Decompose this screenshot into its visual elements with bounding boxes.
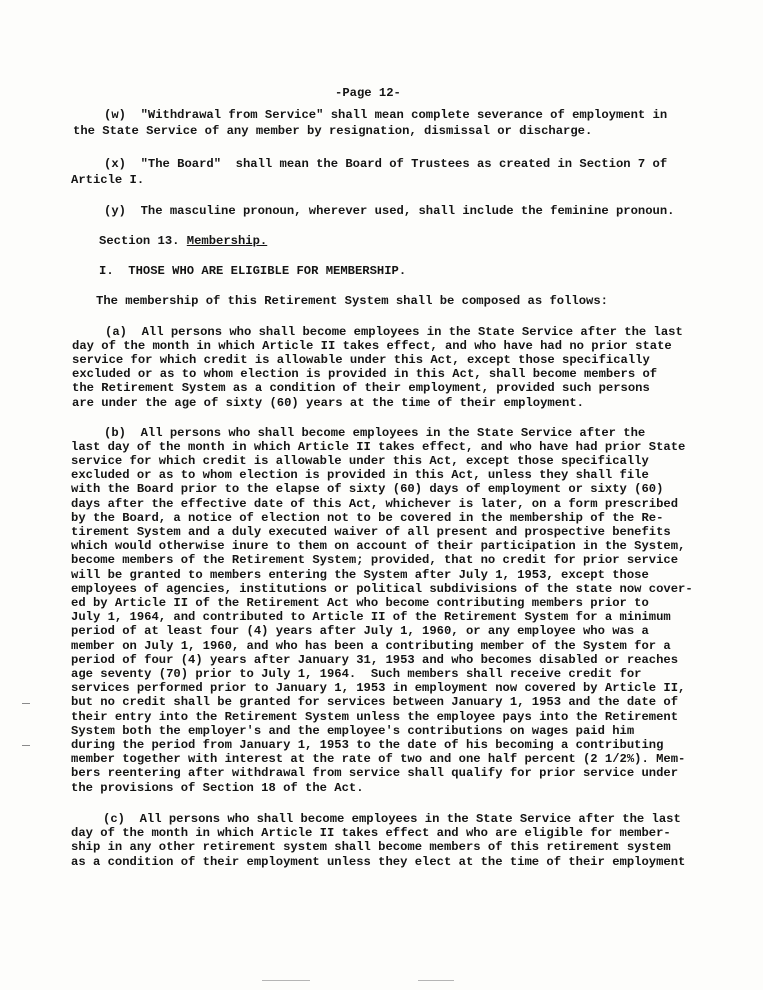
para-a-line: excluded or as to whom election is provided in this Act, shall become members of — [72, 367, 658, 381]
para-b-line: service for which credit is allowable under this Act, except those specifically — [71, 454, 649, 468]
scan-margin-mark — [22, 703, 30, 704]
subheading: I. THOSE WHO ARE ELIGIBLE FOR MEMBERSHIP. — [99, 264, 407, 278]
para-a-line: service for which credit is allowable under this Act, except those specifically — [72, 353, 650, 367]
para-b-line: (b) All persons who shall become employees in the State Service after the — [104, 426, 646, 440]
para-b-line: with the Board prior to the elapse of sixty (60) days of employment or sixty (60) — [71, 482, 664, 496]
para-b-line: but no credit shall be granted for services between January 1, 1953 and the date of — [71, 695, 679, 709]
scan-margin-mark — [22, 745, 30, 746]
para-a-line: are under the age of sixty (60) years at the time of their employment. — [72, 396, 584, 410]
para-b-line: will be granted to members entering the System after July 1, 1953, except those — [71, 568, 649, 582]
para-b-line: last day of the month in which Article II takes effect, and who have had prior State — [71, 440, 686, 454]
intro-text: The membership of this Retirement System shall be composed as follows: — [96, 294, 608, 308]
para-b-line: member together with interest at the rate of two and one half percent (2 1/2%). Mem- — [71, 752, 686, 766]
para-b-line: become members of the Retirement System; provided, that no credit for prior service — [71, 553, 679, 567]
para-b-line: period of four (4) years after January 31, 1953 and who becomes disabled or reaches — [71, 653, 679, 667]
para-w-line: the State Service of any member by resignation, dismissal or discharge. — [73, 124, 593, 138]
para-b-line: during the period from January 1, 1953 to the date of his becoming a contributing — [71, 738, 664, 752]
section-heading — [99, 234, 267, 249]
scan-speck — [262, 980, 310, 981]
para-x-line: (x) "The Board" shall mean the Board of Trustees as created in Section 7 of — [104, 157, 668, 171]
section-title: Membership. — [186, 234, 268, 248]
para-a-line: the Retirement System as a condition of their employment, provided such persons — [72, 381, 650, 395]
para-b-line: tirement System and a duly executed waiver of all present and prospective benefits — [71, 525, 671, 539]
para-c-line: as a condition of their employment unless they elect at the time of their employment — [71, 855, 686, 869]
para-b-line: age seventy (70) prior to July 1, 1964. Such members shall receive credit for — [71, 667, 642, 681]
para-b-line: days after the effective date of this Act, whichever is later, on a form prescribed — [71, 497, 679, 511]
para-b-line: employees of agencies, institutions or political subdivisions of the state now cover- — [71, 582, 693, 596]
para-c-line: day of the month in which Article II takes effect and who are eligible for member- — [71, 826, 671, 840]
para-w-line: (w) "Withdrawal from Service" shall mean complete severance of employment in — [104, 108, 668, 122]
para-b-line: by the Board, a notice of election not to be covered in the membership of the Re- — [71, 511, 664, 525]
para-y-line: (y) The masculine pronoun, wherever used, shall include the feminine pronoun. — [104, 204, 675, 218]
para-b-line: period of at least four (4) years after July 1, 1960, or any employee who was a — [71, 624, 649, 638]
para-b-line: excluded or as to whom election is provided in this Act, unless they shall file — [71, 468, 649, 482]
para-x-line: Article I. — [71, 173, 145, 187]
para-b-line: bers reentering after withdrawal from service shall qualify for prior service under — [71, 766, 679, 780]
page-number: -Page 12- — [335, 86, 401, 100]
para-b-line: their entry into the Retirement System unless the employee pays into the Retirement — [71, 710, 679, 724]
section-label: Section 13. — [99, 234, 180, 248]
para-b-line: System both the employer's and the employee's contributions on wages paid him — [71, 724, 635, 738]
para-b-line: the provisions of Section 18 of the Act. — [71, 781, 364, 795]
para-b-line: services performed prior to January 1, 1953 in employment now covered by Article II, — [71, 681, 686, 695]
para-c-line: ship in any other retirement system shall become members of this retirement system — [71, 840, 671, 854]
para-c-line: (c) All persons who shall become employees in the State Service after the last — [103, 812, 681, 826]
para-b-line: member on July 1, 1960, and who has been a contributing member of the System for a — [71, 639, 671, 653]
para-b-line: ed by Article II of the Retirement Act who become contributing members prior to — [71, 596, 649, 610]
para-a-line: (a) All persons who shall become employees in the State Service after the last — [105, 325, 683, 339]
para-a-line: day of the month in which Article II takes effect, and who have had no prior state — [72, 339, 672, 353]
para-b-line: which would otherwise inure to them on account of their participation in the System, — [71, 539, 686, 553]
para-b-line: July 1, 1964, and contributed to Article II of the Retirement System for a minimum — [71, 610, 671, 624]
scan-speck — [418, 980, 454, 981]
